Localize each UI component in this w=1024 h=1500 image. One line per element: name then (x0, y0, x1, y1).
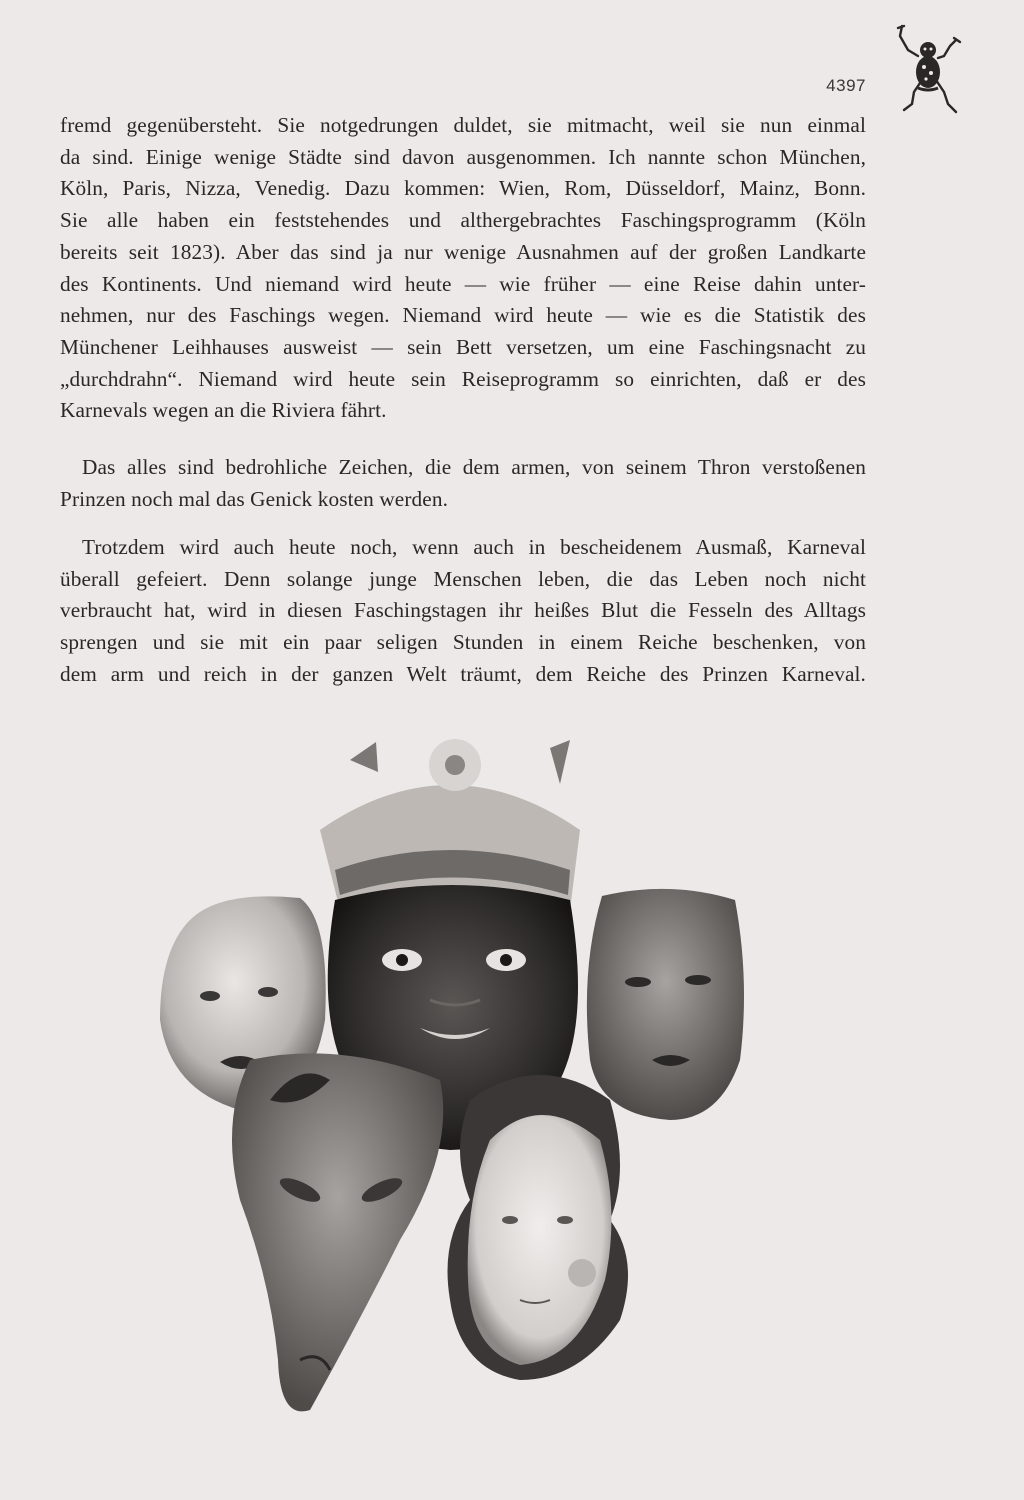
text-line: Trotzdem wird auch heute noch, wenn auch in bescheidenem Ausmaß, Karneval (82, 535, 866, 559)
paragraph-2 (60, 452, 866, 515)
paragraph-3 (60, 532, 866, 691)
dancing-figure-icon (888, 20, 970, 120)
text-line: sprengen und sie mit ein paar seligen Stunden in einem Reiche beschenken, von (60, 630, 866, 655)
text-line: da sind. Einige wenige Städte sind davon ausgenommen. Ich nannte schon München, (60, 144, 866, 169)
okame-mask (448, 1075, 629, 1380)
text-line: dem arm und reich in der ganzen Welt träumt, dem Reiche des Prinzen Karneval. (60, 661, 866, 686)
text-line: Sie alle haben ein feststehendes und althergebrachtes Faschingsprogramm (Köln (60, 208, 866, 233)
pale-woman-mask (587, 889, 744, 1120)
text-line: bereits seit 1823). Aber das sind ja nur wenige Ausnahmen auf der großen Landkarte (60, 239, 866, 264)
paragraph-1 (60, 110, 866, 427)
text-line: Karnevals wegen an die Riviera fährt. (60, 398, 387, 423)
text-line: nehmen, nur des Faschings wegen. Niemand wird heute — wie es die Statistik des (60, 303, 866, 328)
text-line: Köln, Paris, Nizza, Venedig. Dazu kommen: Wien, Rom, Düsseldorf, Mainz, Bonn. (60, 176, 866, 201)
text-line: verbraucht hat, wird in diesen Faschingstagen ihr heißes Blut die Fesseln des Alltags (60, 598, 866, 623)
text-line: des Kontinents. Und niemand wird heute — wie früher — eine Reise dahin unter- (60, 271, 866, 296)
text-line: Das alles sind bedrohliche Zeichen, die dem armen, von seinem Thron verstoßenen (82, 455, 866, 479)
text-line: Prinzen noch mal das Genick kosten werden. (60, 486, 449, 511)
text-line: überall gefeiert. Denn solange junge Menschen leben, die das Leben noch nicht (60, 566, 866, 591)
fox-mask (232, 1053, 443, 1411)
text-line: fremd gegenübersteht. Sie notgedrungen duldet, sie mitmacht, weil sie nun einmal (60, 113, 866, 137)
text-line: „durchdrahn“. Niemand wird heute sein Reiseprogramm so einrichten, daß er des (60, 366, 866, 391)
text-line: Münchener Leihhauses ausweist — sein Bett versetzen, um eine Faschingsnacht zu (60, 334, 866, 359)
carnival-masks-photo (150, 720, 760, 1420)
page-number: 4397 (826, 76, 866, 95)
